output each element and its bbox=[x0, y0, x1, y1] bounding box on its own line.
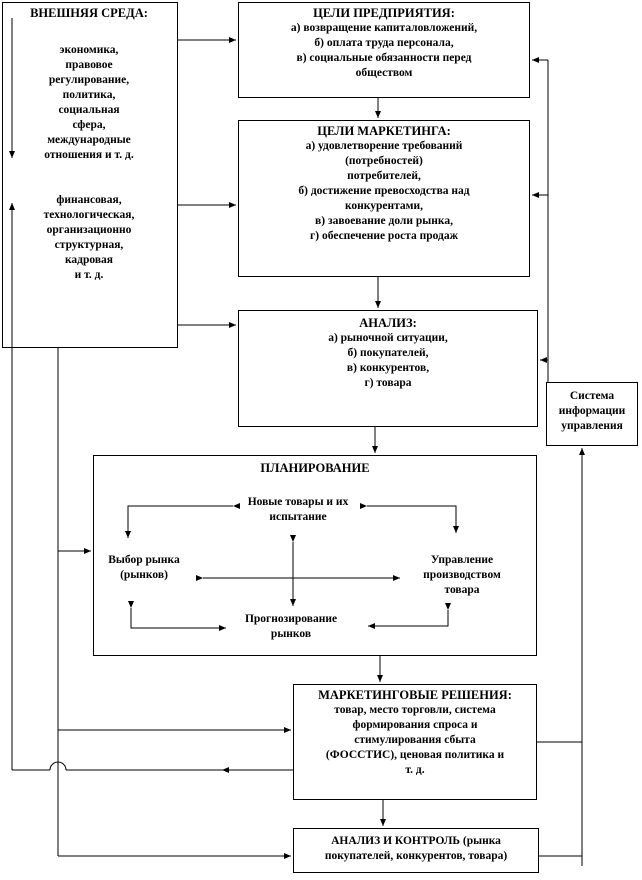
analysis-item: г) товара bbox=[364, 377, 412, 389]
internal-factor: кадровая bbox=[64, 254, 114, 266]
analysis-title: АНАЛИЗ: bbox=[359, 316, 417, 330]
marketing-decision-item: стимулирования сбыта bbox=[354, 734, 476, 746]
forecasting-label: Прогнозирование bbox=[244, 613, 338, 625]
external-factor: отношения и т. д. bbox=[44, 149, 134, 161]
external-factor: социальная bbox=[58, 104, 120, 116]
marketing-decision-item: товар, место торговли, система bbox=[334, 704, 496, 716]
external-factor: политика, bbox=[62, 89, 116, 101]
mis-label: информации bbox=[558, 405, 626, 417]
external-factor: сфера, bbox=[72, 119, 106, 131]
analysis-item: а) рыночной ситуации, bbox=[328, 332, 448, 344]
analysis-item: в) конкурентов, bbox=[346, 362, 430, 374]
marketing-decision-item: т. д. bbox=[405, 764, 425, 776]
planning-title: ПЛАНИРОВАНИЕ bbox=[260, 461, 370, 475]
marketing-goal-item: г) обеспечение роста продаж bbox=[310, 230, 458, 242]
production-management-label: товара bbox=[444, 584, 480, 596]
internal-factor: и т. д. bbox=[74, 269, 104, 281]
external-environment-title: ВНЕШНЯЯ СРЕДА: bbox=[30, 6, 148, 20]
analysis-control-text bbox=[295, 834, 537, 864]
production-management-node bbox=[402, 553, 522, 598]
market-choice-label: Выбор рынка bbox=[108, 554, 180, 566]
mis-text bbox=[547, 389, 637, 434]
new-products-label: Новые товары и их bbox=[247, 496, 349, 508]
external-factor: международные bbox=[47, 134, 131, 146]
marketing-decision-item: (ФОССТИС), ценовая политика и bbox=[325, 749, 505, 761]
enterprise-goal-item: обществом bbox=[355, 67, 413, 79]
marketing-goal-item: б) достижение превосходства над bbox=[298, 185, 470, 197]
analysis-item: б) покупателей, bbox=[347, 347, 429, 359]
marketing-decision-item: формирования спроса и bbox=[352, 719, 478, 731]
forecasting-node bbox=[216, 612, 366, 642]
external-environment-text bbox=[4, 6, 174, 283]
analysis-control-label: АНАЛИЗ И КОНТРОЛЬ (рынка bbox=[331, 835, 501, 847]
marketing-goals-title: ЦЕЛИ МАРКЕТИНГА: bbox=[317, 124, 451, 138]
marketing-goal-item: потребителей, bbox=[347, 170, 421, 182]
mis-label: управления bbox=[561, 420, 623, 432]
new-products-label: испытание bbox=[269, 511, 327, 523]
production-management-label: производством bbox=[423, 569, 501, 581]
enterprise-goal-item: а) возвращение капиталовложений, bbox=[290, 22, 478, 34]
marketing-goals-text bbox=[240, 124, 528, 244]
marketing-goal-item: в) завоевание доли рынка, bbox=[315, 215, 453, 227]
forecasting-label: рынков bbox=[270, 628, 312, 640]
external-factor: экономика, bbox=[59, 44, 119, 56]
internal-factor: структурная, bbox=[54, 239, 124, 251]
internal-factor: организационно bbox=[46, 224, 132, 236]
marketing-decisions-title: МАРКЕТИНГОВЫЕ РЕШЕНИЯ: bbox=[318, 688, 512, 702]
external-factor: регулирование, bbox=[48, 74, 130, 86]
mis-label: Система bbox=[569, 390, 615, 402]
internal-factor: финансовая, bbox=[56, 194, 122, 206]
market-choice-label: (рынков) bbox=[120, 569, 168, 581]
marketing-goal-item: а) удовлетворение требований bbox=[305, 140, 463, 152]
external-factor: правовое bbox=[65, 59, 113, 71]
internal-factor: технологическая, bbox=[43, 209, 135, 221]
enterprise-goal-item: в) социальные обязанности перед bbox=[296, 52, 472, 64]
production-management-label: Управление bbox=[430, 554, 494, 566]
analysis-control-label: покупателей, конкурентов, товара) bbox=[324, 850, 508, 862]
enterprise-goal-item: б) оплата труда персонала, bbox=[314, 37, 454, 49]
marketing-goal-item: (потребностей) bbox=[345, 155, 423, 167]
marketing-decisions-text bbox=[295, 688, 535, 778]
new-products-node bbox=[208, 495, 388, 525]
market-choice-node bbox=[90, 553, 198, 583]
enterprise-goals-text bbox=[240, 6, 528, 81]
analysis-text bbox=[240, 316, 536, 391]
enterprise-goals-title: ЦЕЛИ ПРЕДПРИЯТИЯ: bbox=[313, 6, 455, 20]
marketing-goal-item: конкурентами, bbox=[344, 200, 424, 212]
